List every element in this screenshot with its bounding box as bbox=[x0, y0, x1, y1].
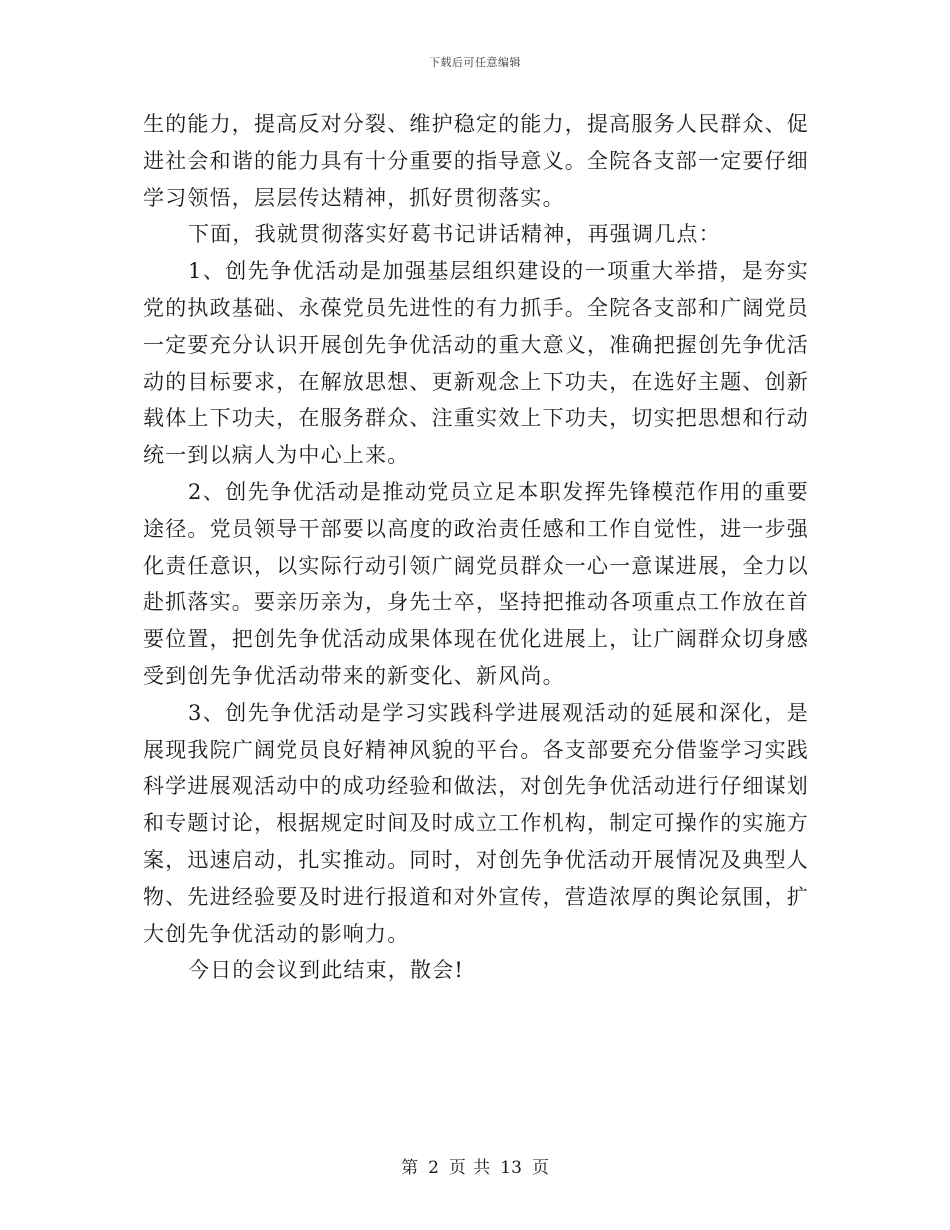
paragraph-point-3: 3、创先争优活动是学习实践科学进展观活动的延展和深化，是展现我院广阔党员良好精神风貌的平台。各支部要充分借鉴学习实践科学进展观活动中的成功经验和做法，对创先争优活动进行仔细谋划和专题讨论，根据规定时间及时成立工作机构，制定可操作的实施方案，迅速启动，扎实推动。同时，对创先争优活动开展情况及典型人物、先进经验要及时进行报道和对外宣传，营造浓厚的舆论氛围，扩大创先争优活动的影响力。 bbox=[143, 700, 809, 946]
footer-middle: 页 共 bbox=[448, 1158, 491, 1178]
paragraph-closing: 今日的会议到此结束，散会! bbox=[188, 958, 465, 983]
paragraph-continuation: 生的能力，提高反对分裂、维护稳定的能力，提高服务人民群众、促进社会和谐的能力具有十分重要的指导意义。全院各支部一定要仔细学习领悟，层层传达精神，抓好贯彻落实。 bbox=[143, 112, 809, 210]
footer-current-page: 2 bbox=[428, 1158, 439, 1178]
page-header-note: 下载后可任意编辑 bbox=[429, 56, 521, 69]
paragraph-point-2: 2、创先争优活动是推动党员立足本职发挥先锋模范作用的重要途径。党员领导干部要以高度的政治责任感和工作自觉性，进一步强化责任意识，以实际行动引领广阔党员群众一心一意谋进展，全力以赴抓落实。要亲历亲为，身先士卒，坚持把推动各项重点工作放在首要位置，把创先争优活动成果体现在优化进展上，让广阔群众切身感受到创先争优活动带来的新变化、新风尚。 bbox=[143, 479, 809, 688]
paragraph-point-1: 1、创先争优活动是加强基层组织建设的一项重大举措，是夯实党的执政基础、永葆党员先进性的有力抓手。全院各支部和广阔党员一定要充分认识开展创先争优活动的重大意义，准确把握创先争优活动的目标要求，在解放思想、更新观念上下功夫，在选好主题、创新载体上下功夫，在服务群众、注重实效上下功夫，切实把思想和行动统一到以病人为中心上来。 bbox=[143, 259, 809, 468]
paragraph-intro: 下面，我就贯彻落实好葛书记讲话精神，再强调几点： bbox=[188, 222, 721, 247]
footer-total-pages: 13 bbox=[500, 1158, 522, 1178]
document-body bbox=[143, 106, 809, 989]
footer-prefix: 第 bbox=[401, 1158, 419, 1178]
page-number-footer bbox=[0, 1153, 950, 1178]
footer-suffix: 页 bbox=[531, 1158, 549, 1178]
